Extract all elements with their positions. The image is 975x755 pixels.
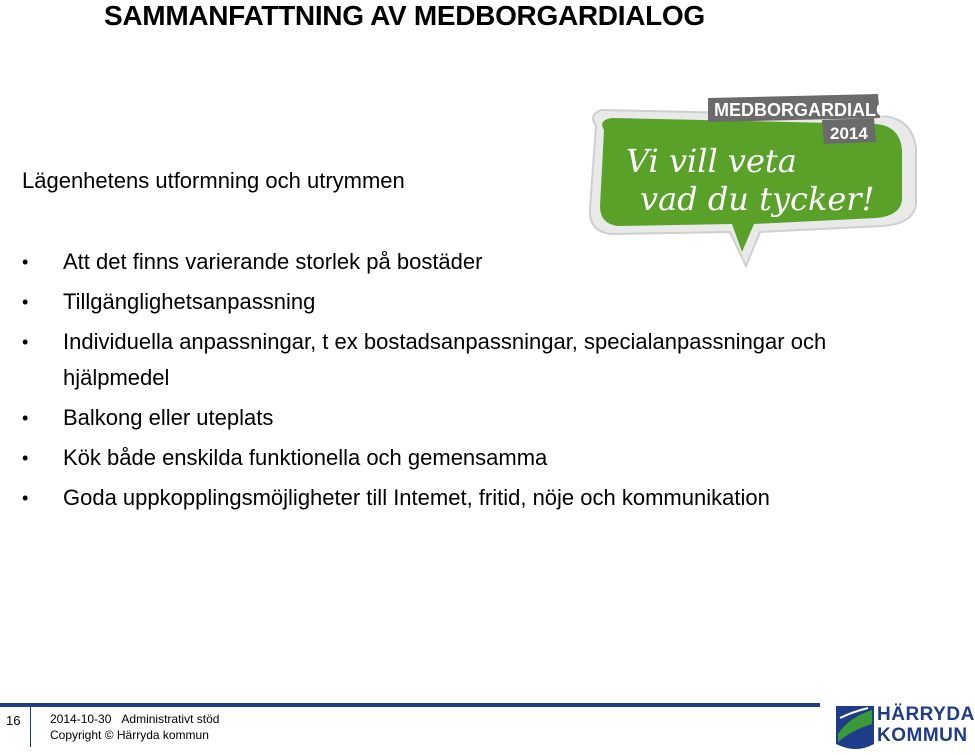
organization-name (877, 704, 975, 746)
medborgardialog-logo (582, 92, 927, 272)
bullet-icon: • (22, 408, 29, 428)
list-item (0, 324, 959, 396)
bullet-icon: • (22, 488, 29, 508)
footer-copyright: Copyright © Härryda kommun (50, 728, 209, 742)
bullet-list (0, 244, 959, 520)
list-item (0, 480, 959, 516)
list-item (0, 400, 959, 436)
organization-name-line-1: HÄRRYDA (877, 704, 975, 725)
footer-info (50, 711, 219, 743)
list-item (0, 284, 959, 320)
list-item (0, 440, 959, 476)
bullet-icon: • (22, 252, 29, 272)
list-item-text: Tillgänglighetsanpassning (63, 289, 316, 314)
list-item-text: Individuella anpassningar, t ex bostadsanpassningar, specialanpassningar och hjälpmedel (63, 329, 827, 390)
organization-name-line-2: KOMMUN (877, 725, 968, 746)
footer-date: 2014-10-30 (50, 712, 112, 726)
footer-department: Administrativt stöd (121, 712, 220, 726)
page-title: SAMMANFATTNING AV MEDBORGARDIALOG (104, 0, 705, 31)
bullet-icon: • (22, 332, 29, 352)
list-item-text: Att det finns varierande storlek på bostäder (63, 249, 483, 274)
list-item-text: Balkong eller uteplats (63, 405, 274, 430)
page-number: 16 (6, 713, 21, 728)
bullet-icon: • (22, 448, 29, 468)
list-item-text: Kök både enskilda funktionella och gemensamma (63, 445, 548, 470)
logo-year: 2014 (830, 124, 868, 143)
list-item-text: Goda uppkopplingsmöjligheter till Intemet, fritid, nöje och kommunikation (63, 485, 770, 510)
logo-line-2: vad du tycker! (640, 180, 875, 218)
bullet-icon: • (22, 292, 29, 312)
logo-top-text: MEDBORGARDIALOG (714, 100, 904, 120)
section-subtitle: Lägenhetens utformning och utrymmen (22, 168, 405, 193)
footer-divider (0, 703, 820, 707)
logo-line-1: Vi vill veta (626, 142, 797, 180)
